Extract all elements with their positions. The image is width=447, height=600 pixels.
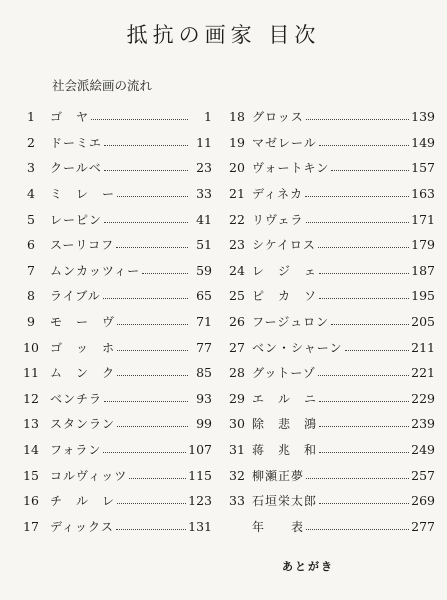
entry-number: 9 — [27, 314, 35, 330]
toc-entry — [222, 104, 435, 130]
dot-leader — [103, 452, 186, 453]
entry-page-number: 211 — [411, 339, 435, 355]
entry-number: 25 — [229, 288, 245, 304]
entry-page-number: 107 — [188, 442, 212, 458]
entry-title: ゴ ヤ — [50, 110, 90, 125]
entry-number: 32 — [229, 467, 245, 483]
toc-entry — [12, 386, 212, 412]
entry-title: シケイロス — [252, 238, 316, 253]
entry-title: ドーミエ — [50, 135, 103, 150]
toc-entry — [222, 181, 435, 207]
entry-number: 23 — [229, 237, 245, 253]
dot-leader — [117, 324, 188, 325]
dot-leader — [104, 401, 188, 402]
dot-leader — [116, 247, 188, 248]
entry-title: ピ カ ソ — [252, 289, 318, 304]
entry-number: 10 — [23, 339, 39, 355]
toc-entry — [222, 130, 435, 156]
toc-entry — [222, 386, 435, 412]
entry-page-number: 93 — [196, 390, 212, 406]
entry-page-number: 131 — [188, 518, 212, 534]
toc-entry — [222, 514, 435, 540]
entry-page-number: 229 — [411, 390, 435, 406]
entry-page-number: 171 — [411, 211, 435, 227]
page-title: 抵抗の画家 目次 — [126, 23, 321, 47]
entry-title: リヴェラ — [252, 212, 304, 227]
toc-entry — [12, 411, 212, 437]
dot-leader — [331, 324, 409, 325]
dot-leader — [117, 503, 186, 504]
entry-page-number: 59 — [196, 262, 212, 278]
entry-page-number: 221 — [411, 365, 435, 381]
toc-entry — [12, 437, 212, 463]
entry-number: 12 — [23, 390, 39, 406]
dot-leader — [129, 478, 186, 479]
entry-page-number: 239 — [411, 416, 435, 432]
entry-title: グットーゾ — [252, 366, 316, 381]
entry-number: 19 — [229, 134, 245, 150]
entry-title: エ ル ニ — [252, 391, 318, 406]
entry-number: 7 — [27, 262, 35, 278]
entry-page-number: 205 — [411, 314, 435, 330]
entry-page-number: 187 — [411, 262, 435, 278]
entry-title: ディックス — [50, 519, 114, 534]
entry-number: 31 — [229, 442, 245, 458]
entry-page-number: 23 — [196, 160, 212, 176]
entry-page-number: 11 — [196, 134, 212, 150]
toc-entry — [12, 334, 212, 360]
entry-title: レーピン — [50, 212, 103, 227]
toc-entry — [12, 130, 212, 156]
toc-entry — [12, 181, 212, 207]
entry-page-number: 163 — [411, 186, 435, 202]
entry-page-number: 149 — [411, 134, 435, 150]
entry-title: ライブル — [50, 289, 101, 304]
dot-leader — [117, 196, 188, 197]
toc-entry — [222, 155, 435, 181]
toc-entry — [12, 309, 212, 335]
entry-title: スーリコフ — [50, 238, 115, 253]
dot-leader — [91, 119, 188, 120]
entry-title: モ ー ヴ — [50, 315, 116, 330]
toc-entry — [12, 462, 212, 488]
entry-title: クールベ — [50, 161, 102, 176]
entry-title: 蒋 兆 和 — [252, 443, 318, 458]
section-heading: 社会派絵画の流れ — [52, 78, 153, 93]
entry-number: 13 — [23, 416, 39, 432]
toc-entry — [12, 258, 212, 284]
dot-leader — [305, 196, 409, 197]
entry-number: 28 — [229, 365, 245, 381]
entry-number: 11 — [23, 365, 39, 381]
entry-page-number: 85 — [196, 365, 212, 381]
toc-entry — [12, 488, 212, 514]
entry-page-number: 179 — [411, 237, 435, 253]
entry-number: 5 — [27, 211, 35, 227]
entry-title: ゴ ッ ホ — [50, 340, 116, 355]
toc-entry — [12, 232, 212, 258]
entry-number: 4 — [27, 186, 35, 202]
toc-entry — [222, 206, 435, 232]
entry-page-number: 249 — [411, 442, 435, 458]
dot-leader — [142, 273, 188, 274]
entry-title: 除 悲 鴻 — [252, 417, 318, 432]
entry-number: 8 — [27, 288, 35, 304]
entry-title: ベン・シャーン — [252, 340, 343, 355]
dot-leader — [306, 119, 409, 120]
dot-leader — [319, 452, 409, 453]
entry-title: ミ レ ー — [50, 187, 116, 202]
toc-entry — [222, 283, 435, 309]
entry-page-number: 51 — [196, 237, 212, 253]
entry-number: 29 — [229, 390, 245, 406]
entry-title: コルヴィッツ — [50, 468, 128, 483]
entry-page-number: 99 — [196, 416, 212, 432]
dot-leader — [318, 247, 409, 248]
entry-number: 16 — [23, 493, 39, 509]
entry-page-number: 157 — [411, 160, 435, 176]
dot-leader — [306, 478, 409, 479]
entry-number: 30 — [229, 416, 245, 432]
toc-right-column — [222, 104, 435, 539]
entry-title: ベンチラ — [50, 391, 103, 406]
entry-title: ムンカッツィー — [50, 263, 141, 278]
entry-number: 20 — [229, 160, 245, 176]
entry-page-number: 115 — [188, 467, 212, 483]
toc-entry — [222, 411, 435, 437]
dot-leader — [318, 375, 409, 376]
entry-page-number: 41 — [196, 211, 212, 227]
entry-title: ディネカ — [252, 187, 304, 202]
entry-page-number: 65 — [196, 288, 212, 304]
entry-number: 22 — [229, 211, 245, 227]
dot-leader — [319, 401, 409, 402]
entry-number: 15 — [23, 467, 39, 483]
dot-leader — [319, 298, 409, 299]
entry-title: 石垣栄太郎 — [252, 494, 318, 509]
entry-page-number: 123 — [188, 493, 212, 509]
dot-leader — [104, 145, 188, 146]
entry-title: レ ジ ェ — [252, 263, 318, 278]
toc-entry — [222, 360, 435, 386]
toc-entry — [12, 104, 212, 130]
entry-page-number: 33 — [196, 186, 212, 202]
entry-number: 26 — [229, 314, 245, 330]
entry-number: 6 — [27, 237, 35, 253]
entry-page-number: 139 — [411, 109, 435, 125]
entry-number: 18 — [229, 109, 245, 125]
entry-title: グロッス — [252, 110, 304, 125]
entry-number: 33 — [229, 493, 245, 509]
dot-leader — [117, 350, 188, 351]
dot-leader — [103, 298, 188, 299]
toc-entry — [12, 514, 212, 540]
entry-title: フォラン — [50, 443, 102, 458]
dot-leader — [345, 350, 410, 351]
dot-leader — [116, 529, 186, 530]
toc-entry — [12, 206, 212, 232]
entry-title: ム ン ク — [50, 366, 116, 381]
entry-page-number: 1 — [204, 109, 212, 125]
toc-entry — [222, 437, 435, 463]
entry-number: 27 — [229, 339, 245, 355]
entry-number: 14 — [23, 442, 39, 458]
toc-entry — [12, 283, 212, 309]
dot-leader — [319, 426, 409, 427]
afterword-label: あとがき — [282, 560, 334, 573]
dot-leader — [319, 503, 409, 504]
toc-entry — [222, 232, 435, 258]
entry-number: 3 — [27, 160, 35, 176]
toc-entry — [222, 488, 435, 514]
dot-leader — [319, 273, 409, 274]
entry-title: スタンラン — [50, 417, 116, 432]
entry-page-number: 269 — [411, 493, 435, 509]
entry-title: マゼレール — [252, 135, 317, 150]
dot-leader — [319, 145, 409, 146]
toc-entry — [12, 155, 212, 181]
entry-title: 柳瀬正夢 — [252, 468, 305, 483]
entry-page-number: 257 — [411, 467, 435, 483]
entry-title: ヴォートキン — [252, 161, 330, 176]
entry-number: 2 — [27, 134, 35, 150]
toc-entry — [222, 258, 435, 284]
entry-title: チ ル レ — [50, 494, 116, 509]
entry-page-number: 277 — [411, 518, 435, 534]
dot-leader — [104, 170, 188, 171]
entry-number: 24 — [229, 262, 245, 278]
dot-leader — [117, 375, 188, 376]
toc-entry — [222, 334, 435, 360]
entry-page-number: 195 — [411, 288, 435, 304]
dot-leader — [104, 222, 188, 223]
entry-page-number: 77 — [196, 339, 212, 355]
dot-leader — [306, 529, 409, 530]
toc-entry — [222, 462, 435, 488]
entry-number: 17 — [23, 518, 39, 534]
entry-page-number: 71 — [196, 314, 212, 330]
entry-number: 21 — [229, 186, 245, 202]
entry-number: 1 — [27, 109, 35, 125]
toc-entry — [12, 360, 212, 386]
toc-left-column — [12, 104, 212, 539]
entry-title: 年 表 — [252, 519, 305, 534]
dot-leader — [117, 426, 188, 427]
toc-entry — [222, 309, 435, 335]
dot-leader — [306, 222, 410, 223]
entry-title: フージュロン — [252, 315, 330, 330]
dot-leader — [331, 170, 409, 171]
